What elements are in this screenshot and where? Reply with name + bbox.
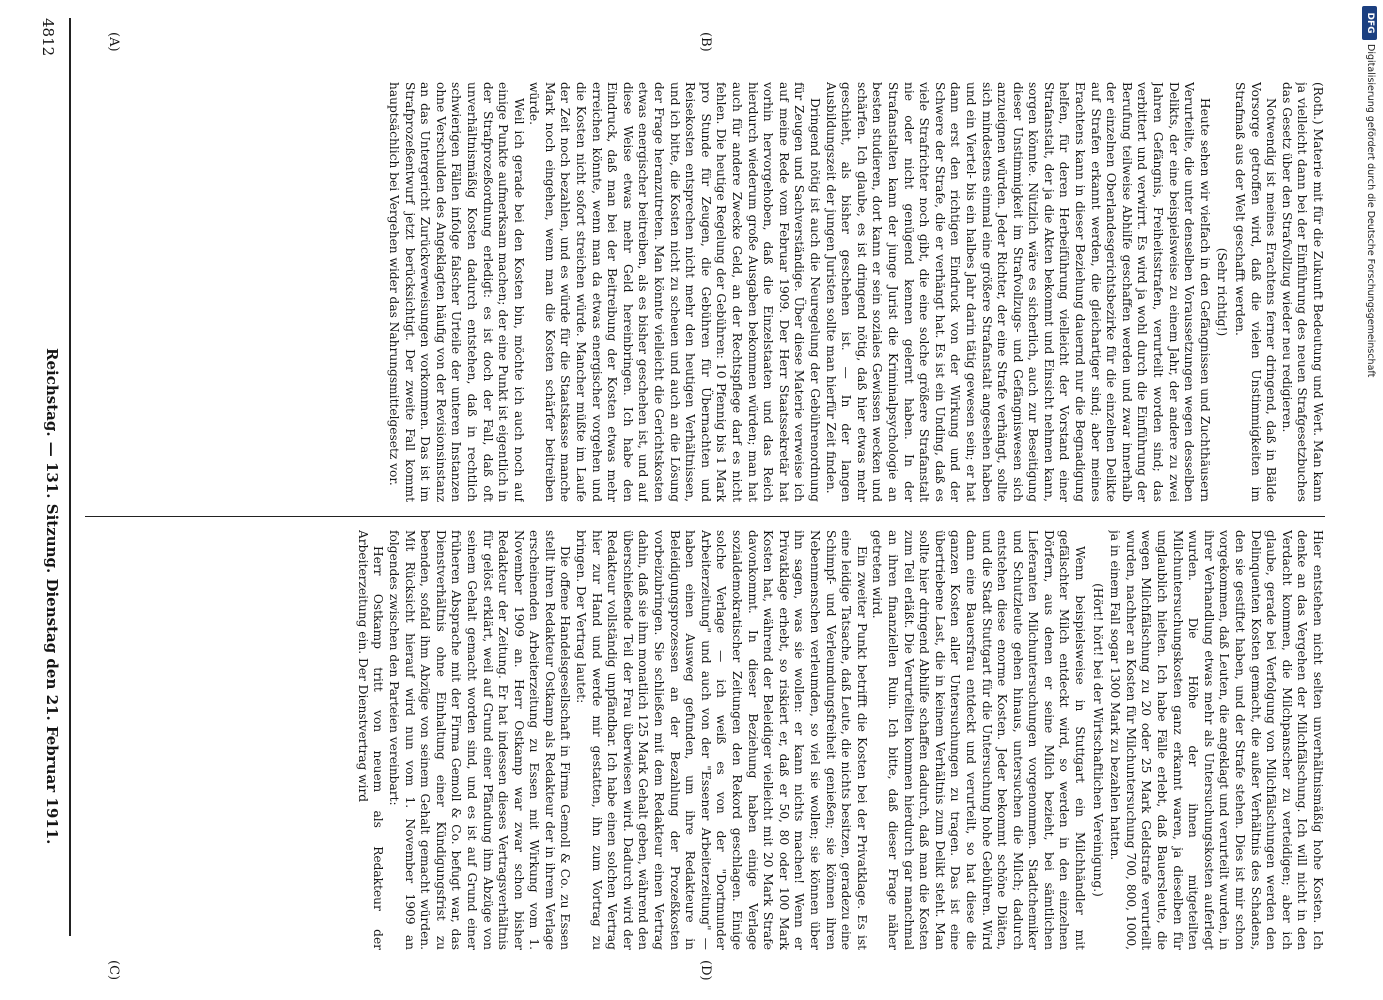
paragraph: Weil ich gerade bei den Kosten bin, möchte ich auch noch auf einige Punkte aufmerksam machen; der eine Punkt ist eigentlich in der Strafprozeßordnung erledigt: es ist doch der Fall, daß oft unverhältnismäßig Kosten dadurch entstehen, daß in rechtlich schwierigen Fällen infolge falscher Urteile der unteren Instanzen ohne Verschulden des Angeklagten häufig von der Revisionsinstanz an das Untergericht Zurückverweisungen vorkommen. Das ist im Strafprozeßentwurf jetzt berücksichtigt. Der zweite Fall kommt hauptsächlich bei Vergehen wider das Nahrungsmittelgesetz vor. xyxy=(386,82,526,502)
page-title: Reichstag. — 131. Sitzung. Dienstag den 21. Februar 1911. xyxy=(43,348,61,845)
dfg-logo xyxy=(1362,6,1377,40)
column-divider xyxy=(85,516,1325,517)
paragraph: Notwendig ist meines Erachtens ferner dringend, daß in Bälde Vorsorge getroffen wird, daß die vielen Unstimmigkeiten im Strafmaß aus der Welt geschafft werden. xyxy=(1233,82,1279,502)
margin-marker-b: (B) xyxy=(698,32,713,52)
paragraph: Heute sehen wir vielfach in den Gefängnissen und Zuchthäusern Verurteilte, die unter denselben Voraussetzungen wegen desselben Delikts, der eine beispielsweise zu einem Jahr, der andere zu zwei Jahren Gefängnis, Freiheitsstrafen, verurteilt worden sind; das verbittert und verwirrt. Es wird ja wohl durch die Einführung der Berufung teilweise Abhilfe geschaffen werden und zwar innerhalb der einzelnen Oberlandesgerichtsbezirke für die einzelnen Delikte auf Strafen erkannt werden, die gleichartiger sind; aber meines Erachtens kann in dieser Beziehung dauernd nur die Begnadigung helfen, für deren Herbeiführung vielleicht der Vorstand einer Strafanstalt, der ja die Akten bekommt und Einsicht nehmen kann, sorgen könnte. Nützlich wäre es sicherlich, auch zur Beseitigung dieser Unstimmigkeit im Strafvollzugs- und Gefängniswesen sich anzueignen würden. Jeder Richter, der eine Strafe verhängt, sollte sich mindestens einmal eine größere Strafanstalt angesehen haben und ein Viertel- bis ein halbes Jahr darin tätig gewesen sein; er hat dann erst den richtigen Eindruck von der Wirkung und der Schwere der Strafe, die er verhängt hat. Es ist ein Unding, daß es viele Strafrichter noch gibt, die eine solche größere Strafanstalt nie oder nicht genügend kennen gelernt haben. In der Strafanstalten kann der junge Jurist die Kriminalpsychologie an besten studieren, dort kann er sein soziales Gewissen wecken und schärfen. Ich glaube, es ist dringend nötig, daß hier etwas mehr geschieht, als bisher geschehen ist. — In der langen Ausbildungszeit der jungen Juristen sollte man hierfür Zeit finden. xyxy=(823,82,1212,502)
page-number: 4812 xyxy=(39,18,57,57)
interjection: (Hört! hört! bei der Wirtschaftlichen Vereinigung.) xyxy=(1090,583,1105,897)
paragraph: Herr Ostkamp tritt von neuem als Redakteur der Arbeiterzeitung ein. Der Dienstvertrag wird xyxy=(355,530,386,950)
header-rule xyxy=(69,18,71,936)
paragraph: Die offene Handelsgesellschaft in Firma Gemoll & Co. zu Essen stellt ihren Redakteur Ostkamp als Redakteur der in ihrem Verlage erscheinenden Arbeiterzeitung zu Essen mit Wirkung vom 1. November 1909 an. Herr Ostkamp war zwar schon bisher Redakteur der Zeitung. Er hat indessen dieses Vertragsverhältnis für gelöst erklärt, weil auf Grund einer Pfändung ihm Abzüge von seinem Gehalt gemacht worden sind, und es ist auf Grund einer früheren Absprache mit der Firma Gemoll & Co. befugt war, das Dienstverhältnis ohne Einhaltung einer Kündigungsfrist zu beenden, sofald ihm Abzüge von seinem Gehalt gemacht würden. Mit Rücksicht hierauf wird nun vom 1. November 1909 an folgendes zwischen den Parteien vereinbart: xyxy=(386,530,573,950)
margin-marker-a: (A) xyxy=(106,32,121,52)
margin-marker-c: (C) xyxy=(106,960,121,981)
dfg-logo-text: DFG xyxy=(1364,12,1375,34)
digitization-sidebar xyxy=(1359,0,1381,1000)
margin-marker-d: (D) xyxy=(698,960,713,981)
page-header xyxy=(31,18,61,936)
paragraph: (Roth.) Materie mit für die Zukunft Bedeutung und Wert. Man kann ja vielleicht dann bei der Einführung des neuen Strafgesetzbuches das Gesetz über den Strafvollzug wieder neu redigieren. xyxy=(1279,82,1325,502)
paragraph: Ein zweiter Punkt betrifft die Kosten bei der Privatklage. Es ist eine leidige Tatsache, daß Leute, die nichts besitzen, geradezu eine Schimpf- und Verleumdungsfreiheit genießen; sie können ihren Nebenmenschen verleumden, so viel sie wollen; sie können über ihn sagen, was sie wollen: er kann nichts machen! Wenn er Privatklage erhebt, so riskiert er, daß er 50, 80 oder 100 Mark Kosten hat, während der Beleidiger vielleicht mit 20 Mark Strafe davonkommt. In dieser Beziehung haben einige Verlage sozialdemokratischer Zeitungen den Rekord geschlagen. Einige solche Verlage — ich weiß es von der "Dortmunder Arbeiterzeitung" und auch von der "Essener Arbeiterzeitung" — haben einen Ausweg gefunden, um ihre Redakteure in Beleidigungsprozessen an der Bezahlung der Prozeßkosten vorbeizubringen. Sie schließen mit dem Redakteur einen Vertrag dahin, daß sie ihm monatlich 125 Mark Gehalt geben, während den überschießende Teil der Frau überwiesen wird. Dadurch wird der Redakteur vollständig unpfändbar. Ich habe einen solchen Vertrag hier zur Hand und werde mir gestatten, ihn zum Vortrag zu bringen. Der Vertrag lautet: xyxy=(574,530,869,950)
left-column xyxy=(85,82,1325,502)
paragraph: Wenn beispielsweise in Stuttgart ein Milchhändler mit gefälschter Milch entdeckt wird, so werden in den einzelnen Dörfern, aus denen er seine Milch bezieht, bei sämtlichen Lieferanten Milchuntersuchungen vorgenommen. Stadtchemiker und Schutzleute gehen hinaus, untersuchen die Milch; dadurch entstehen diese enorme Kosten. Jeder bekommt schöne Diäten, und die Stadt Stuttgart für die Untersuchung hohe Gebühren. Wird dann eine Bauersfrau entdeckt und verurteilt, so hat diese die ganzen Kosten aller Untersuchungen zu tragen. Das ist eine übertriebene Last, die in keinem Verhältnis zum Delikt steht. Man sollte hier dringend Abhilfe schaffen dadurch, daß man die Kosten zum Teil erläßt. Die Verurteilten kommen hierdurch gar manchmal an ihren finanziellen Ruin. Ich bitte, daß dieser Frage näher getreten wird. xyxy=(870,530,1088,950)
funding-note: Digitalisierung gefördert durch die Deutsche Forschungsgemeinschaft xyxy=(1365,44,1376,378)
right-column xyxy=(85,530,1325,950)
paragraph: Dringend nötig ist auch die Neuregelung der Gebührenordnung für Zeugen und Sachverständige. Über diese Materie verweise ich auf meine Rede vom Februar 1909. Der Herr Staatssekretär hat vorhin hervorgehoben, daß die Einzelstaaten und das Reich hierdurch wiederum große Ausgaben bekommen würden; man hat auch für andere Zwecke Geld, an der Rechtspflege darf es nicht fehlen. Die heutige Regelung der Gebühren: 10 Pfennig bis 1 Mark pro Stunde für Zeugen, die Gebühren für Übernachten und Reisekosten entsprechen nicht mehr den heutigen Verhältnissen, und ich bitte, die Kosten nicht zu scheuen und auch an die Lösung der Frage heranzutreten. Man könnte vielleicht die Gerichtskosten etwas energischer beitreiben, als es bisher geschehen ist, und auf diese Weise etwas mehr Geld hereinbringen. Ich habe den Eindruck, daß man bei der Beitreibung der Kosten etwas mehr erreichen könnte, wenn man da etwas energischer vorgehen und die Kosten nicht sofort streichen würde. Mancher müßte im Laufe der Zeit noch bezahlen, und es würde für die Staatskasse manche Mark noch eingehen, wenn man die Kosten schärfer beitreiben würde. xyxy=(527,82,822,502)
interjection: (Sehr richtig!) xyxy=(1215,247,1230,337)
paragraph: Hier entstehen nicht selten unverhältnismäßig hohe Kosten. Ich denke an das Vergehen der Milchfälschung. Ich will nicht in den Verdacht kommen, die Milchpanscher zu verteidigen; aber ich glaube, gerade bei Verfolgung von Milchfälschungen werden den Delinquenten Kosten gemacht, die außer Verhältnis des Schadens, den sie gestiftet haben, und der Strafe stehen. Dies ist mir schon vorgekommen, daß Leuten, die angeklagt und verurteilt wurden, in ihrer Verhandlung etwas mehr als Untersuchungskosten auferlegt wurden. Die Höhe der ihnen mitgeteilten Milchuntersuchungskosten ganz erkannt waren, ja dieselben für unglaublich hielten. Ich habe Fälle erlebt, daß Bauersleute, die wegen Milchfälschung zu 20 oder 25 Mark Geldstrafe verurteilt wurden, nachher an Kosten für Milchuntersuchung 700, 800, 1000, ja in einem Fall sogar 1300 Mark zu bezahlen hatten. xyxy=(1108,530,1325,950)
